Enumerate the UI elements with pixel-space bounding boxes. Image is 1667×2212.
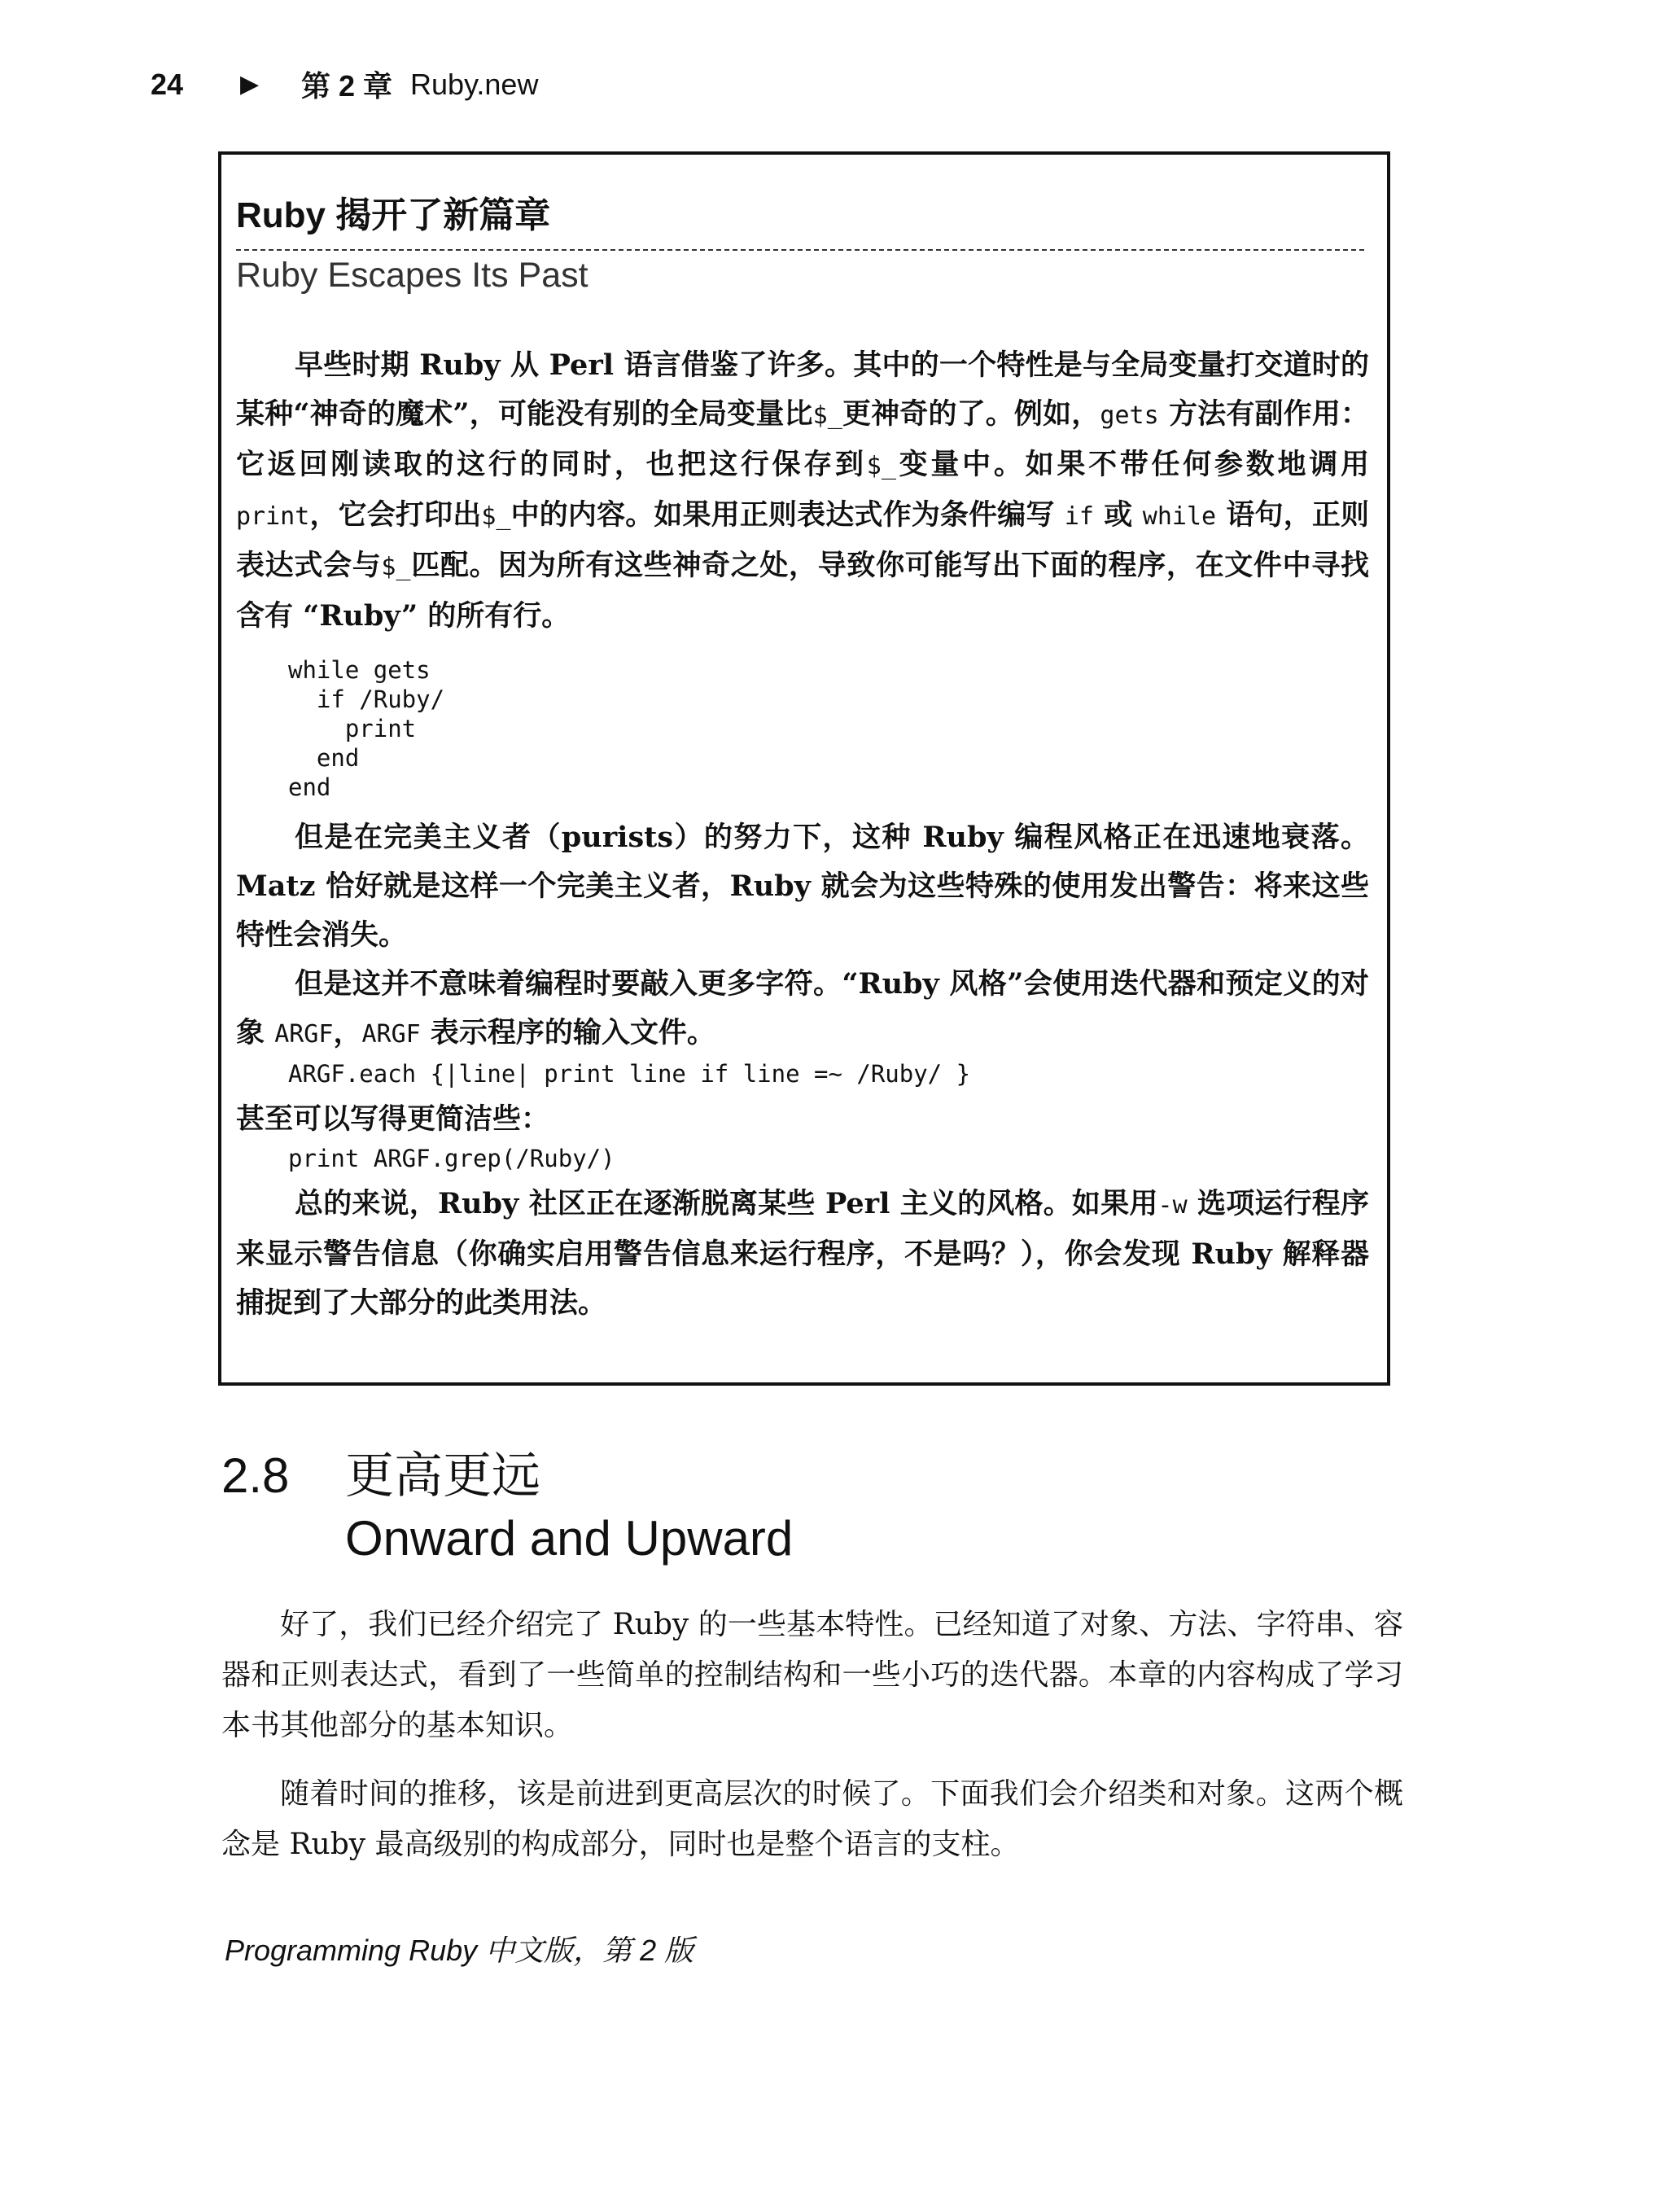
sidebar-box	[218, 151, 1390, 1386]
triangle-arrow-icon: ▶	[240, 71, 260, 98]
code-inline: while	[1142, 502, 1217, 531]
code-block-argf-each: ARGF.each {|line| print line if line =~ /Ruby/ }	[288, 1060, 971, 1088]
text-run: 选项运行程序来显示警告信息（你确实启用警告信息来运行程序，不是吗？），你会发现 Ruby 解释器捕捉到了大部分的此类用法。	[236, 1187, 1369, 1320]
running-footer: Programming Ruby 中文版，第 2 版	[225, 1934, 694, 1967]
sidebar-paragraph-5	[236, 1180, 1369, 1328]
chapter-label: 第 2 章	[301, 69, 393, 103]
code-inline: -w	[1157, 1191, 1188, 1220]
code-inline: $_	[866, 452, 896, 480]
text-run: 匹配。因为所有这些神奇之处，导致你可能写出下面的程序，在文件中寻找含有 “Ruby” 的所有行。	[236, 549, 1369, 633]
body-paragraph-1: 好了，我们已经介绍完了 Ruby 的一些基本特性。已经知道了对象、方法、字符串、容器和正则表达式，看到了一些简单的控制结构和一些小巧的迭代器。本章的内容构成了学习本书其他部分的基本知识。	[221, 1608, 1403, 1742]
body-paragraph-2: 随着时间的推移，该是前进到更高层次的时候了。下面我们会介绍类和对象。这两个概念是 Ruby 最高级别的构成部分，同时也是整个语言的支柱。	[221, 1777, 1403, 1861]
section-number: 2.8	[221, 1448, 290, 1503]
code-inline: gets	[1100, 401, 1159, 430]
text-run: 总的来说，Ruby 社区正在逐渐脱离某些 Perl 主义的风格。如果用	[295, 1187, 1158, 1220]
code-block-while-gets: while gets if /Ruby/ print end end	[288, 656, 445, 801]
code-inline: if	[1064, 502, 1094, 531]
sidebar-paragraph-3	[236, 960, 1369, 1059]
text-run: 语句，正则表达式会与	[236, 498, 1370, 582]
running-header	[151, 64, 538, 105]
text-run: 早些时期 Ruby 从 Perl 语言借鉴了许多。其中的一个特性是与全局变量打交道时的某种“神奇的魔术”，可能没有别的全局变量比	[236, 348, 1369, 431]
text-run: 表示程序的输入文件。	[420, 1016, 715, 1049]
code-block-argf-grep: print ARGF.grep(/Ruby/)	[288, 1145, 615, 1172]
code-inline: $_	[381, 553, 411, 581]
code-inline: ARGF	[361, 1020, 421, 1049]
text-run: 或	[1093, 498, 1143, 532]
section-title-cn: 更高更远	[345, 1448, 540, 1503]
section-heading	[221, 1437, 793, 1566]
sidebar-paragraph-4: 甚至可以写得更简洁些：	[236, 1102, 550, 1136]
chapter-title: Ruby.new	[410, 67, 539, 101]
code-inline: $_	[812, 401, 842, 430]
text-run: ，	[333, 1016, 362, 1049]
section-title-en: Onward and Upward	[345, 1511, 794, 1566]
code-inline: $_	[481, 502, 511, 531]
sidebar-title: Ruby 揭开了新篇章	[236, 195, 551, 235]
code-inline: ARGF	[274, 1020, 334, 1049]
text-run: ，它会打印出	[309, 498, 482, 532]
body-text	[221, 1600, 1403, 1888]
page-number: 24	[151, 67, 184, 101]
sidebar-divider	[236, 249, 1364, 251]
sidebar-paragraph-1	[236, 341, 1369, 641]
sidebar-subtitle: Ruby Escapes Its Past	[236, 256, 588, 295]
code-inline: print	[236, 502, 310, 531]
text-run: 变量中。如果不带任何参数地调用	[895, 448, 1369, 481]
text-run: 中的内容。如果用正则表达式作为条件编写	[510, 498, 1065, 532]
text-run: 方法有副作用：它返回刚读取的这行的同时，也把这行保存到	[236, 397, 1369, 481]
text-run: 但是这并不意味着编程时要敲入更多字符。“Ruby 风格”会使用迭代器和预定义的对象	[236, 967, 1369, 1049]
text-run: 更神奇的了。例如，	[842, 397, 1100, 431]
sidebar-paragraph-2: 但是在完美主义者（purists）的努力下，这种 Ruby 编程风格正在迅速地衰落。Matz 恰好就是这样一个完美主义者，Ruby 就会为这些特殊的使用发出警告：将来这些特性会消失。	[236, 821, 1369, 952]
